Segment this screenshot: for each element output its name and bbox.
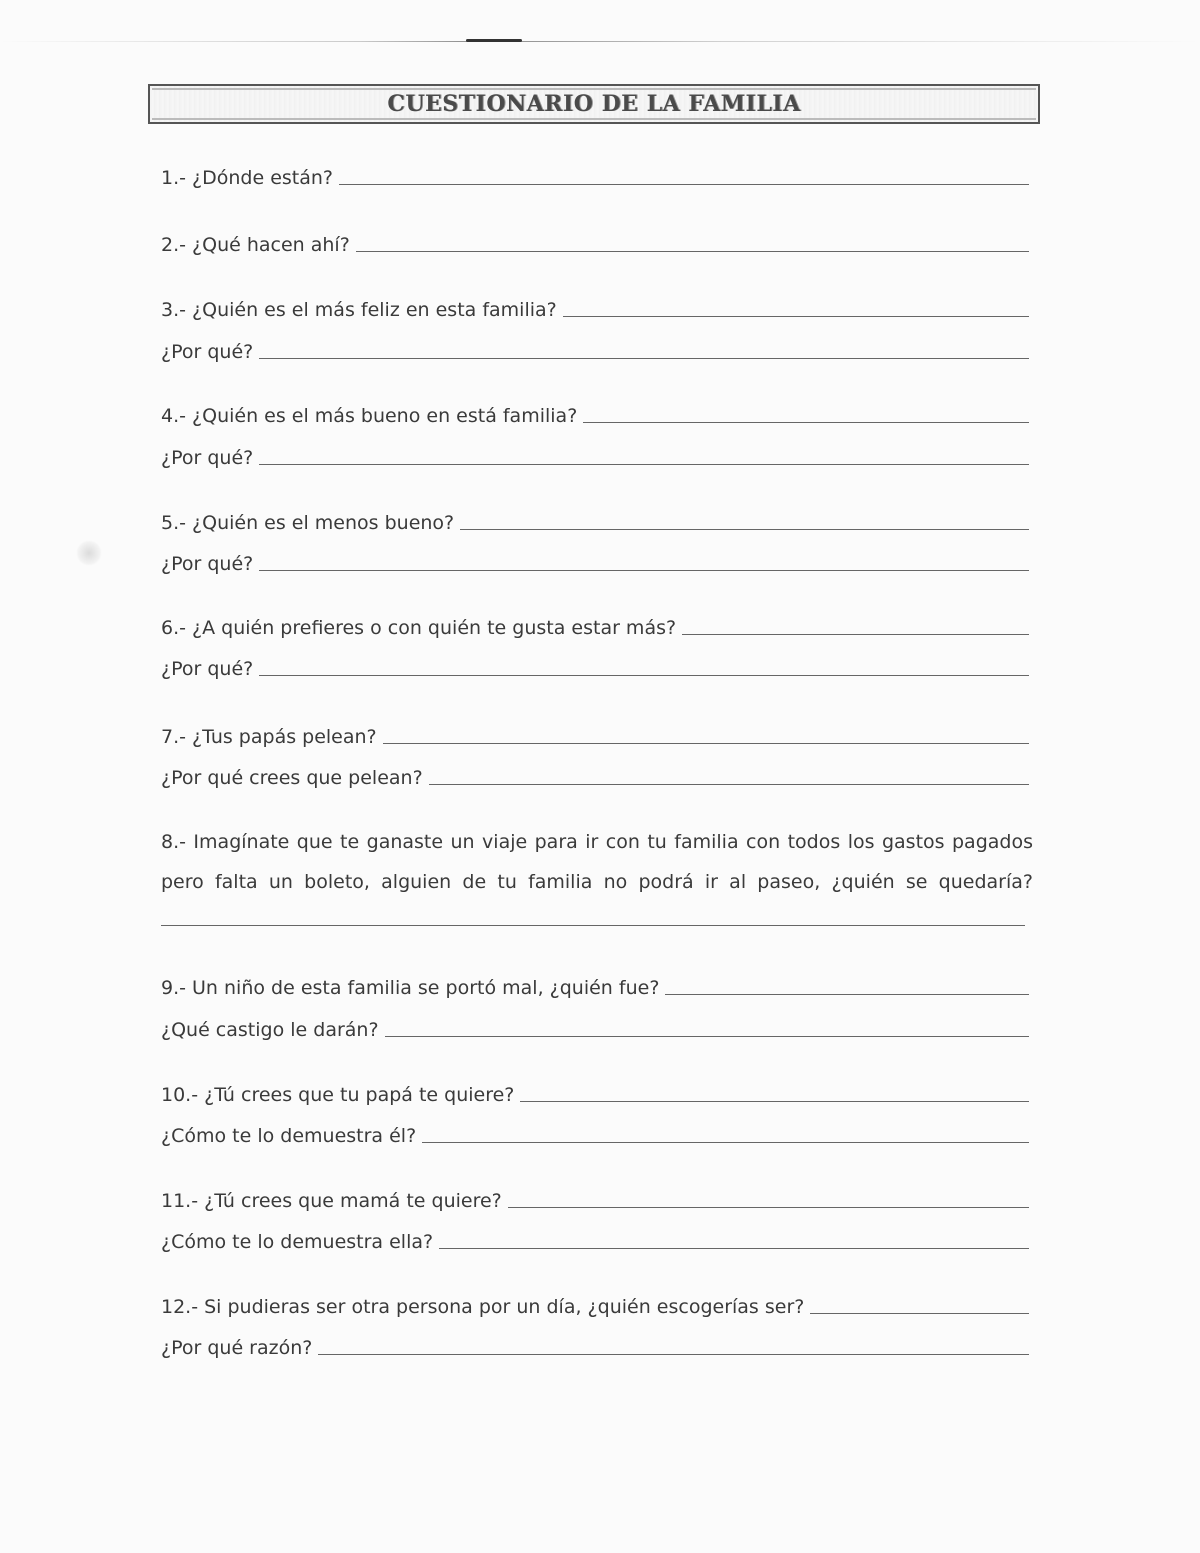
question-10-row: [161, 1077, 1029, 1107]
question-4-followup-label: ¿Por qué?: [161, 447, 254, 469]
question-10-answer-line[interactable]: [520, 1101, 1029, 1102]
question-6-label: 6.- ¿A quién prefieres o con quién te gusta estar más?: [161, 617, 677, 639]
question-1-answer-line[interactable]: [339, 184, 1029, 185]
question-12-label: 12.- Si pudieras ser otra persona por un día, ¿quién escogerías ser?: [161, 1296, 805, 1318]
question-10-label: 10.- ¿Tú crees que tu papá te quiere?: [161, 1084, 515, 1106]
question-12-followup-label: ¿Por qué razón?: [161, 1337, 313, 1359]
question-4-label: 4.- ¿Quién es el más bueno en está familia?: [161, 405, 578, 427]
question-5-followup-label: ¿Por qué?: [161, 553, 254, 575]
question-12-followup-answer-line[interactable]: [318, 1354, 1029, 1355]
question-9-followup-answer-line[interactable]: [385, 1036, 1029, 1037]
question-6-followup-answer-line[interactable]: [259, 675, 1029, 676]
question-6-row: [161, 610, 1029, 640]
question-7-followup-answer-line[interactable]: [429, 784, 1029, 785]
question-4-followup-row: [161, 440, 1029, 470]
question-7-followup-row: [161, 760, 1029, 790]
question-9-followup-label: ¿Qué castigo le darán?: [161, 1019, 379, 1041]
question-11-followup-answer-line[interactable]: [439, 1248, 1029, 1249]
question-12-followup-row: [161, 1330, 1029, 1360]
question-10-followup-row: [161, 1118, 1029, 1148]
question-10-followup-answer-line[interactable]: [422, 1142, 1029, 1143]
question-1-label: 1.- ¿Dónde están?: [161, 167, 334, 189]
question-9-answer-line[interactable]: [665, 994, 1029, 995]
question-9-label: 9.- Un niño de esta familia se portó mal, ¿quién fue?: [161, 977, 660, 999]
question-11-followup-label: ¿Cómo te lo demuestra ella?: [161, 1231, 434, 1253]
question-10-followup-label: ¿Cómo te lo demuestra él?: [161, 1125, 417, 1147]
scan-speck: [76, 540, 102, 566]
question-2-answer-line[interactable]: [356, 251, 1029, 252]
question-5-row: [161, 505, 1029, 535]
question-6-followup-label: ¿Por qué?: [161, 658, 254, 680]
question-6-answer-line[interactable]: [682, 634, 1029, 635]
question-11-row: [161, 1183, 1029, 1213]
question-7-label: 7.- ¿Tus papás pelean?: [161, 726, 377, 748]
question-2-label: 2.- ¿Qué hacen ahí?: [161, 234, 350, 256]
question-7-answer-line[interactable]: [383, 743, 1029, 744]
question-9-row: [161, 970, 1029, 1000]
scan-artifact-dash: [466, 39, 522, 42]
question-5-label: 5.- ¿Quién es el menos bueno?: [161, 512, 455, 534]
question-2-row: [161, 227, 1029, 257]
question-6-followup-row: [161, 651, 1029, 681]
question-4-answer-line[interactable]: [583, 422, 1029, 423]
title-box: [148, 84, 1040, 124]
question-7-row: [161, 719, 1029, 749]
question-12-row: [161, 1289, 1029, 1319]
question-5-answer-line[interactable]: [460, 529, 1029, 530]
question-8-text: 8.- Imagínate que te ganaste un viaje para ir con tu familia con todos los gastos pagados pero falta un boleto, alguien de tu familia no podrá ir al paseo, ¿quién se quedaría?: [161, 831, 1033, 893]
question-9-followup-row: [161, 1012, 1029, 1042]
question-3-followup-label: ¿Por qué?: [161, 341, 254, 363]
question-12-answer-line[interactable]: [810, 1313, 1029, 1314]
question-11-followup-row: [161, 1224, 1029, 1254]
question-1-row: [161, 160, 1029, 190]
question-4-row: [161, 398, 1029, 428]
question-3-followup-answer-line[interactable]: [259, 358, 1029, 359]
question-3-label: 3.- ¿Quién es el más feliz en esta familia?: [161, 299, 557, 321]
question-11-answer-line[interactable]: [508, 1207, 1029, 1208]
question-5-followup-row: [161, 546, 1029, 576]
question-3-followup-row: [161, 334, 1029, 364]
question-7-followup-label: ¿Por qué crees que pelean?: [161, 767, 423, 789]
question-8-answer-line[interactable]: [161, 925, 1025, 926]
question-3-row: [161, 292, 1029, 322]
question-3-answer-line[interactable]: [563, 316, 1029, 317]
question-11-label: 11.- ¿Tú crees que mamá te quiere?: [161, 1190, 502, 1212]
question-4-followup-answer-line[interactable]: [259, 464, 1029, 465]
question-5-followup-answer-line[interactable]: [259, 570, 1029, 571]
page-title: CUESTIONARIO DE LA FAMILIA: [387, 91, 801, 117]
scan-artifact-line: [0, 41, 1200, 42]
